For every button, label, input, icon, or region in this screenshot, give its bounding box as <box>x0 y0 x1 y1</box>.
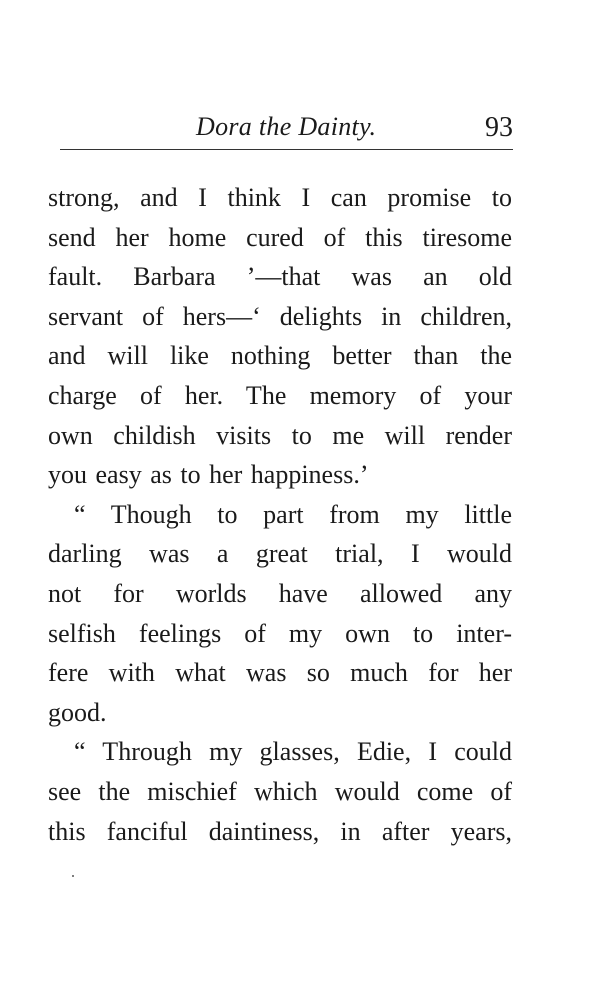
text-line: fere with what was so much for her <box>48 658 512 688</box>
text-line: this fanciful daintiness, in after years, <box>48 816 512 846</box>
page-number: 93 <box>485 112 513 143</box>
text-line: fault. Barbara ’—that was an old <box>48 262 512 292</box>
paragraph-end-line: you easy as to her happiness.’ <box>48 460 369 490</box>
print-speck <box>72 875 74 877</box>
text-line: and will like nothing better than the <box>48 341 512 371</box>
body-text <box>48 178 512 851</box>
paragraph-start-line: “ Though to part from my little <box>74 499 512 529</box>
running-head <box>60 108 515 148</box>
text-line: not for worlds have allowed any <box>48 578 512 608</box>
text-line: send her home cured of this tiresome <box>48 222 512 252</box>
text-line: charge of her. The memory of your <box>48 380 512 410</box>
text-line: see the mischief which would come of <box>48 776 512 806</box>
running-title: Dora the Dainty. <box>196 112 377 141</box>
text-line: servant of hers—‘ delights in children, <box>48 301 512 331</box>
text-line: own childish visits to me will render <box>48 420 512 450</box>
paragraph-end-line: good. <box>48 697 107 727</box>
text-line: strong, and I think I can promise to <box>48 183 512 212</box>
header-rule <box>60 149 513 150</box>
text-line: selfish feelings of my own to inter- <box>48 618 512 648</box>
text-line: darling was a great trial, I would <box>48 539 512 569</box>
paragraph-start-line: “ Through my glasses, Edie, I could <box>74 737 512 767</box>
